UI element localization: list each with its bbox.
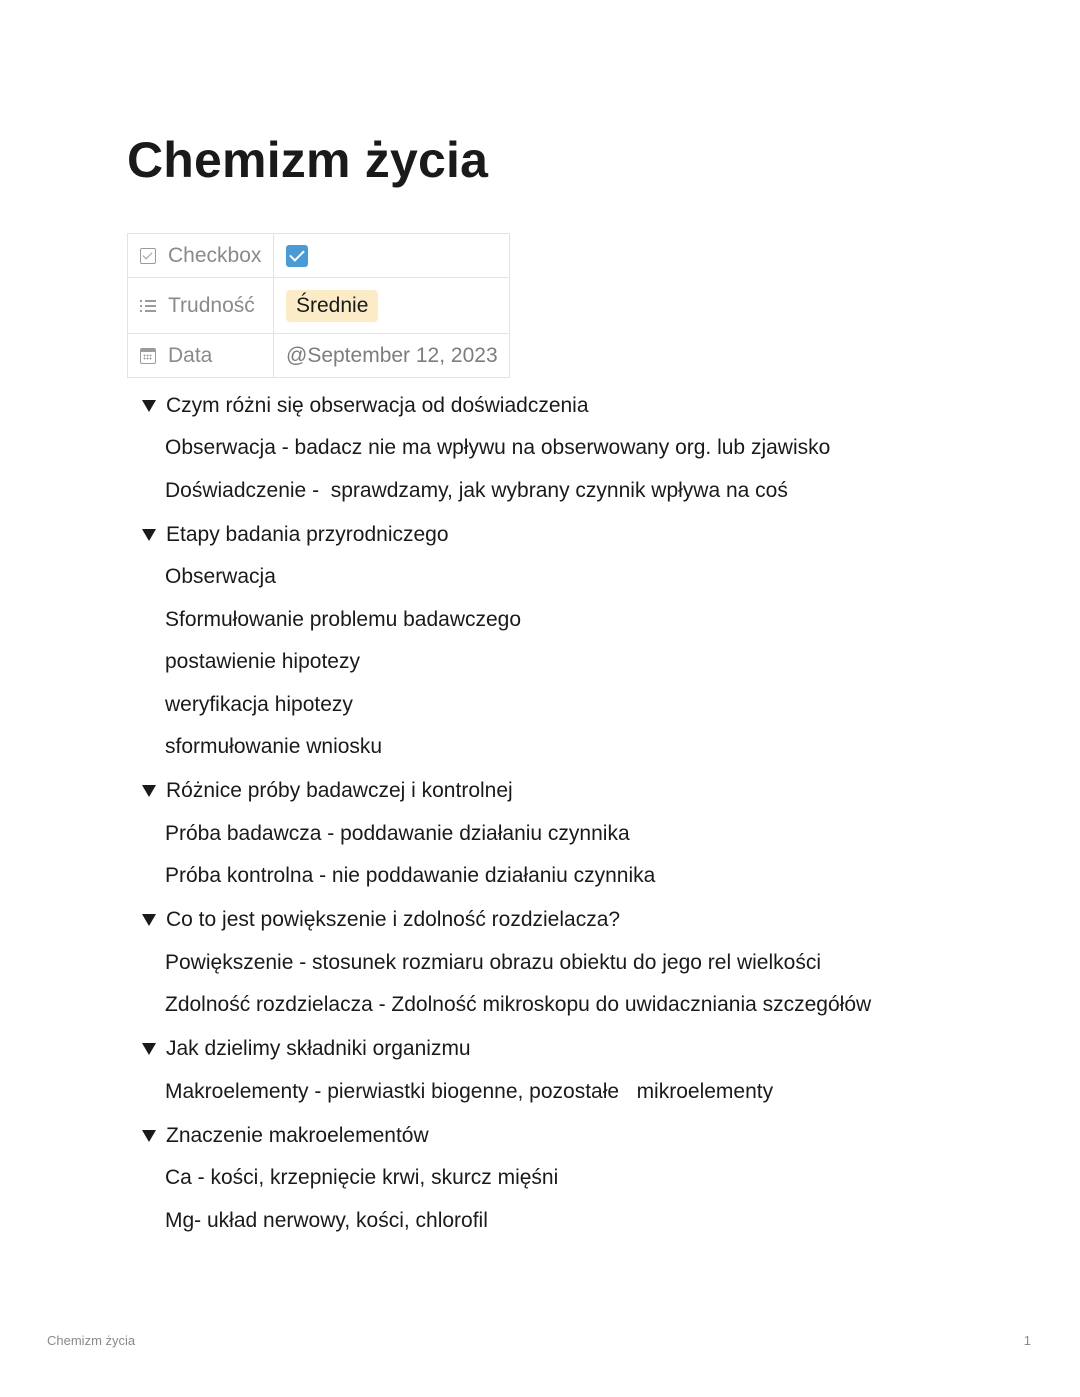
toggle-triangle-icon[interactable] bbox=[142, 400, 156, 412]
checked-checkbox-icon[interactable] bbox=[286, 245, 308, 267]
property-label-data: Data bbox=[168, 343, 213, 367]
toggle-item: Próba kontrolna - nie poddawanie działaniu czynnika bbox=[165, 864, 656, 888]
toggle-triangle-icon[interactable] bbox=[142, 529, 156, 541]
checkbox-icon bbox=[140, 248, 156, 264]
property-value-checkbox[interactable] bbox=[274, 234, 510, 278]
list-icon bbox=[140, 298, 156, 314]
toggle-item: Obserwacja bbox=[165, 565, 276, 589]
toggle-item: Obserwacja - badacz nie ma wpływu na obserwowany org. lub zjawisko bbox=[165, 436, 831, 460]
toggle-heading[interactable] bbox=[140, 770, 1040, 813]
footer-doc-title: Chemizm życia bbox=[47, 1333, 136, 1348]
property-row-data bbox=[128, 334, 510, 378]
toggle-heading[interactable] bbox=[140, 513, 1040, 556]
toggle-heading-text: Jak dzielimy składniki organizmu bbox=[166, 1037, 471, 1060]
toggle-heading[interactable] bbox=[140, 1028, 1040, 1071]
page-title: Chemizm życia bbox=[127, 132, 489, 188]
toggle-block bbox=[140, 384, 1040, 512]
toggle-heading[interactable] bbox=[140, 899, 1040, 942]
toggle-heading-text: Różnice próby badawczej i kontrolnej bbox=[166, 779, 513, 802]
property-row-checkbox bbox=[128, 234, 510, 278]
toggle-block bbox=[140, 770, 1040, 898]
property-value-trudnosc[interactable] bbox=[274, 278, 510, 334]
footer-page-number: 1 bbox=[1023, 1333, 1031, 1348]
toggle-item: Mg- układ nerwowy, kości, chlorofil bbox=[165, 1208, 488, 1232]
toggle-heading-text: Etapy badania przyrodniczego bbox=[166, 522, 449, 546]
toggle-item: Doświadczenie - sprawdzamy, jak wybrany czynnik wpływa na coś bbox=[165, 478, 788, 502]
property-value-data[interactable] bbox=[274, 334, 510, 378]
toggle-heading[interactable] bbox=[140, 384, 1040, 427]
toggle-block bbox=[140, 1114, 1040, 1242]
toggle-item: Makroelementy - pierwiastki biogenne, pozostałe mikroelementy bbox=[165, 1079, 774, 1103]
toggle-triangle-icon[interactable] bbox=[142, 1043, 156, 1055]
toggle-item: weryfikacja hipotezy bbox=[165, 692, 353, 716]
toggle-block bbox=[140, 513, 1040, 769]
toggle-item: Sformułowanie problemu badawczego bbox=[165, 607, 522, 631]
toggle-item: Zdolność rozdzielacza - Zdolność mikroskopu do uwidaczniania szczegółów bbox=[165, 993, 872, 1017]
toggle-item: Powiększenie - stosunek rozmiaru obrazu obiektu do jego rel wielkości bbox=[165, 950, 821, 974]
toggle-heading-text: Znaczenie makroelementów bbox=[166, 1123, 429, 1147]
toggle-heading[interactable] bbox=[140, 1114, 1040, 1157]
difficulty-tag[interactable]: Średnie bbox=[286, 290, 378, 322]
toggle-heading-text: Co to jest powiększenie i zdolność rozdzielacza? bbox=[166, 908, 621, 931]
toggle-heading-text: Czym różni się obserwacja od doświadczenia bbox=[166, 393, 589, 417]
property-label-trudnosc: Trudność bbox=[168, 293, 255, 317]
toggle-item: Próba badawcza - poddawanie działaniu czynnika bbox=[165, 821, 630, 845]
toggle-triangle-icon[interactable] bbox=[142, 785, 156, 797]
toggle-list bbox=[140, 384, 1040, 1242]
toggle-block bbox=[140, 899, 1040, 1027]
toggle-item: Ca - kości, krzepnięcie krwi, skurcz mięśni bbox=[165, 1166, 559, 1190]
toggle-item: postawienie hipotezy bbox=[165, 650, 360, 674]
property-key-data bbox=[128, 334, 274, 378]
property-label-checkbox: Checkbox bbox=[168, 243, 262, 267]
calendar-icon bbox=[140, 348, 156, 364]
property-key-trudnosc bbox=[128, 278, 274, 334]
toggle-triangle-icon[interactable] bbox=[142, 1130, 156, 1142]
properties-table bbox=[127, 233, 510, 378]
property-key-checkbox bbox=[128, 234, 274, 278]
toggle-triangle-icon[interactable] bbox=[142, 914, 156, 926]
date-value[interactable]: @September 12, 2023 bbox=[286, 343, 498, 367]
toggle-block bbox=[140, 1028, 1040, 1114]
toggle-item: sformułowanie wniosku bbox=[165, 735, 383, 759]
property-row-trudnosc bbox=[128, 278, 510, 334]
